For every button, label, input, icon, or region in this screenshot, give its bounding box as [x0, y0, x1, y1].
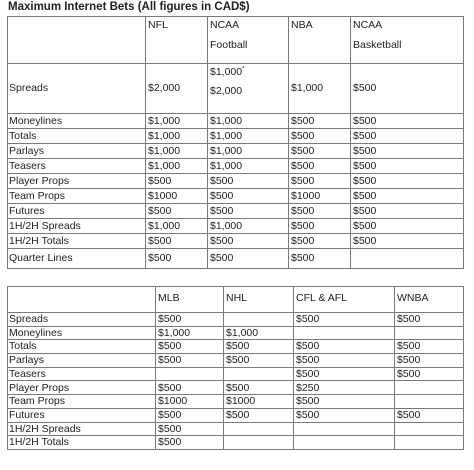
- column-header: [8, 17, 146, 64]
- table-cell: $1000: [156, 395, 224, 409]
- table-cell: $500: [156, 381, 224, 395]
- row-label: Parlays: [8, 144, 146, 159]
- table-cell: $500: [224, 381, 294, 395]
- table-cell: [395, 436, 464, 450]
- row-label: 1H/2H Spreads: [8, 422, 156, 436]
- table-cell: $500: [156, 313, 224, 327]
- table-cell: $1,000: [146, 159, 208, 174]
- row-label: Player Props: [8, 174, 146, 189]
- table-cell: $500: [351, 174, 464, 189]
- table-cell: $1,000: [208, 219, 289, 234]
- table-cell: $500: [351, 159, 464, 174]
- table-cell: $500: [208, 249, 289, 269]
- table-row: [8, 436, 464, 450]
- column-header-line: Basketball: [353, 38, 402, 51]
- table-cell: $500: [294, 367, 395, 381]
- table-cell: $500: [289, 174, 351, 189]
- table-cell: [224, 367, 294, 381]
- table-row: [8, 204, 464, 219]
- row-label: Spreads: [8, 64, 146, 114]
- table-cell: [224, 313, 294, 327]
- column-header: WNBA: [395, 287, 464, 313]
- row-label: Player Props: [8, 381, 156, 395]
- table-row: [8, 367, 464, 381]
- table-row: [8, 249, 464, 269]
- table-cell: $500: [395, 340, 464, 354]
- table-row: [8, 408, 464, 422]
- table-cell: $500: [351, 234, 464, 249]
- table-cell: $500: [156, 408, 224, 422]
- table-cell: $500: [208, 189, 289, 204]
- row-label: Team Props: [8, 189, 146, 204]
- cell-value-line: $2,000: [210, 84, 243, 97]
- table-cell: $1,000: [146, 114, 208, 129]
- table-cell: $500: [294, 354, 395, 368]
- table-row: [8, 189, 464, 204]
- table-row: [8, 64, 464, 114]
- table-cell: $500: [156, 422, 224, 436]
- table-cell: $500: [156, 436, 224, 450]
- table-cell: $1000: [224, 395, 294, 409]
- table-cell: $500: [208, 204, 289, 219]
- table-cell: [395, 381, 464, 395]
- table-cell: $500: [224, 340, 294, 354]
- table-cell: $500: [208, 174, 289, 189]
- table-cell: $1,000: [224, 326, 294, 340]
- column-header-line: NCAA: [353, 19, 383, 31]
- row-label: Quarter Lines: [8, 249, 146, 269]
- column-header: [208, 17, 289, 64]
- table-cell: $500: [294, 408, 395, 422]
- row-label: 1H/2H Totals: [8, 436, 156, 450]
- table-cell: $500: [351, 189, 464, 204]
- table-cell: [395, 395, 464, 409]
- row-label: Totals: [8, 340, 156, 354]
- table-cell: $500: [351, 129, 464, 144]
- table-cell: $1,000: [146, 144, 208, 159]
- table-row: [8, 395, 464, 409]
- table-cell: $500: [289, 159, 351, 174]
- table-cell: $1,000: [146, 129, 208, 144]
- table-cell: $500: [208, 234, 289, 249]
- header-row: [8, 287, 464, 313]
- table-cell: $500: [289, 144, 351, 159]
- column-header: [289, 17, 351, 64]
- table-row: [8, 313, 464, 327]
- table-cell: [294, 436, 395, 450]
- table-row: [8, 354, 464, 368]
- table-cell: $500: [351, 144, 464, 159]
- table-row: [8, 174, 464, 189]
- column-header: [8, 287, 156, 313]
- table-row: [8, 326, 464, 340]
- table-cell: $500: [224, 408, 294, 422]
- row-label: Teasers: [8, 367, 156, 381]
- column-header: MLB: [156, 287, 224, 313]
- table-cell: $500: [395, 408, 464, 422]
- table-cell: $500: [395, 367, 464, 381]
- table-cell: $500: [395, 313, 464, 327]
- table-row: [8, 159, 464, 174]
- table-cell: [351, 249, 464, 269]
- table-cell: $500: [294, 313, 395, 327]
- table-cell: [294, 326, 395, 340]
- table-cell: $500: [351, 64, 464, 114]
- baseball-hockey-limits-table: [7, 286, 464, 450]
- table-cell: $1,000: [146, 219, 208, 234]
- table-cell: $500: [351, 114, 464, 129]
- column-header-line: NCAA: [210, 19, 240, 31]
- table-cell: $500: [224, 354, 294, 368]
- table-cell: [294, 422, 395, 436]
- row-label: Moneylines: [8, 114, 146, 129]
- cell-value-line: $1,000*: [210, 66, 245, 78]
- table-cell: $1,000: [208, 129, 289, 144]
- table-row: [8, 381, 464, 395]
- table-cell: [395, 422, 464, 436]
- table-cell: [224, 436, 294, 450]
- table-cell: $500: [289, 129, 351, 144]
- column-header: [146, 17, 208, 64]
- column-header: CFL & AFL: [294, 287, 395, 313]
- column-header-line: Football: [210, 38, 248, 51]
- table-cell: [156, 367, 224, 381]
- column-header: NHL: [224, 287, 294, 313]
- column-header: [351, 17, 464, 64]
- table-cell: $500: [289, 114, 351, 129]
- table-cell: $500: [146, 204, 208, 219]
- table-cell: $500: [146, 234, 208, 249]
- table-cell: $500: [395, 354, 464, 368]
- table-cell: $1000: [146, 189, 208, 204]
- table-row: [8, 144, 464, 159]
- table-cell: $250: [294, 381, 395, 395]
- table-cell: $500: [294, 395, 395, 409]
- table-row: [8, 340, 464, 354]
- table-cell: $500: [146, 174, 208, 189]
- table-cell: $500: [156, 340, 224, 354]
- table-cell: $500: [146, 249, 208, 269]
- row-label: Spreads: [8, 313, 156, 327]
- table-row: [8, 219, 464, 234]
- page-title: Maximum Internet Bets (All figures in CAD$): [8, 1, 250, 13]
- table-cell: $500: [289, 234, 351, 249]
- row-label: Futures: [8, 204, 146, 219]
- table-cell: $1000: [289, 189, 351, 204]
- row-label: 1H/2H Spreads: [8, 219, 146, 234]
- row-label: Team Props: [8, 395, 156, 409]
- table-row: [8, 234, 464, 249]
- table-cell: $1,000: [208, 144, 289, 159]
- table-cell: $500: [289, 249, 351, 269]
- table-cell: $500: [289, 204, 351, 219]
- column-header-line: NFL: [148, 19, 168, 31]
- table-cell: $1,000: [289, 64, 351, 114]
- table-cell: [208, 64, 289, 114]
- table-cell: [395, 326, 464, 340]
- table-cell: $1,000: [208, 159, 289, 174]
- table-cell: $500: [351, 204, 464, 219]
- row-label: 1H/2H Totals: [8, 234, 146, 249]
- table-cell: $500: [294, 340, 395, 354]
- row-label: Moneylines: [8, 326, 156, 340]
- footnote-marker: *: [242, 66, 245, 73]
- table-cell: [224, 422, 294, 436]
- table-cell: $500: [156, 354, 224, 368]
- table-row: [8, 422, 464, 436]
- table-cell: $1,000: [156, 326, 224, 340]
- table-row: [8, 114, 464, 129]
- table-cell: $2,000: [146, 64, 208, 114]
- row-label: Parlays: [8, 354, 156, 368]
- row-label: Futures: [8, 408, 156, 422]
- table-cell: $1,000: [208, 114, 289, 129]
- row-label: Teasers: [8, 159, 146, 174]
- table-cell: $500: [351, 219, 464, 234]
- row-label: Totals: [8, 129, 146, 144]
- table-row: [8, 129, 464, 144]
- column-header-line: NBA: [291, 19, 313, 31]
- header-row: [8, 17, 464, 64]
- basketball-football-limits-table: [7, 16, 464, 269]
- table-cell: $500: [289, 219, 351, 234]
